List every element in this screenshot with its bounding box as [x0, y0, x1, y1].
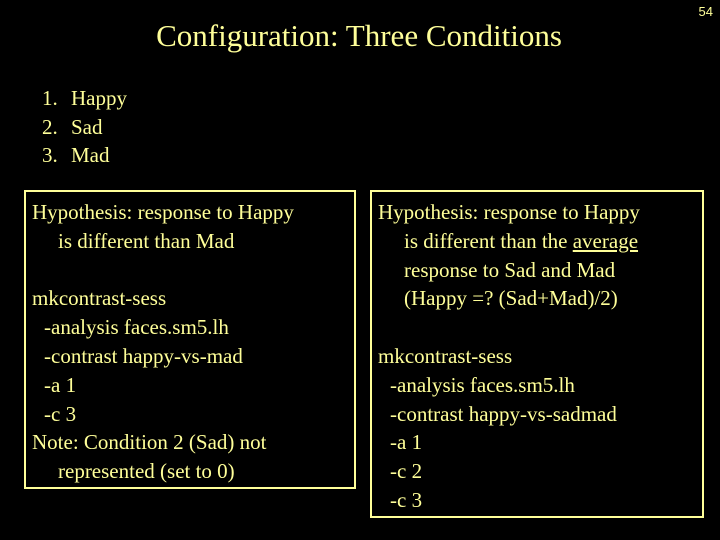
- list-item: 1. Happy: [42, 86, 127, 110]
- condition-list: [42, 84, 127, 170]
- spacer: [378, 313, 702, 342]
- happy-vs-mad-box: [24, 190, 356, 489]
- command-line: mkcontrast-sess: [32, 286, 167, 311]
- option-line: -contrast happy-vs-sadmad: [390, 401, 617, 426]
- slide-title: Configuration: Three Conditions: [156, 18, 562, 53]
- condition-label: Mad: [71, 143, 110, 167]
- command-line: mkcontrast-sess: [378, 343, 513, 368]
- hypothesis-line: Hypothesis: response to Happy: [378, 200, 640, 224]
- option-line: -contrast happy-vs-mad: [44, 343, 243, 368]
- option-line: -c 3: [390, 487, 423, 512]
- list-item: 3. Mad: [42, 143, 110, 167]
- average-underlined: average: [572, 228, 639, 253]
- hypothesis-line: response to Sad and Mad: [404, 257, 616, 282]
- spacer: [32, 256, 354, 285]
- list-item: 2. Sad: [42, 114, 103, 139]
- condition-label: Sad: [71, 114, 103, 139]
- hypothesis-line: is different than the average: [404, 228, 639, 253]
- condition-label: Happy: [71, 86, 127, 110]
- note-line: represented (set to 0): [58, 459, 235, 484]
- option-line: -analysis faces.sm5.lh: [390, 372, 575, 397]
- option-line: -analysis faces.sm5.lh: [44, 315, 229, 340]
- slide-number: 54: [698, 4, 713, 19]
- note-line: Note: Condition 2 (Sad) not: [32, 430, 267, 455]
- option-line: -a 1: [44, 372, 77, 397]
- happy-vs-sadmad-box: [370, 190, 704, 518]
- option-line: -c 2: [390, 459, 423, 484]
- hypothesis-line: Hypothesis: response to Happy: [32, 200, 294, 224]
- hypothesis-line: (Happy =? (Sad+Mad)/2): [404, 286, 618, 311]
- option-line: -c 3: [44, 401, 77, 426]
- hypothesis-line: is different than Mad: [58, 228, 235, 253]
- option-line: -a 1: [390, 430, 423, 455]
